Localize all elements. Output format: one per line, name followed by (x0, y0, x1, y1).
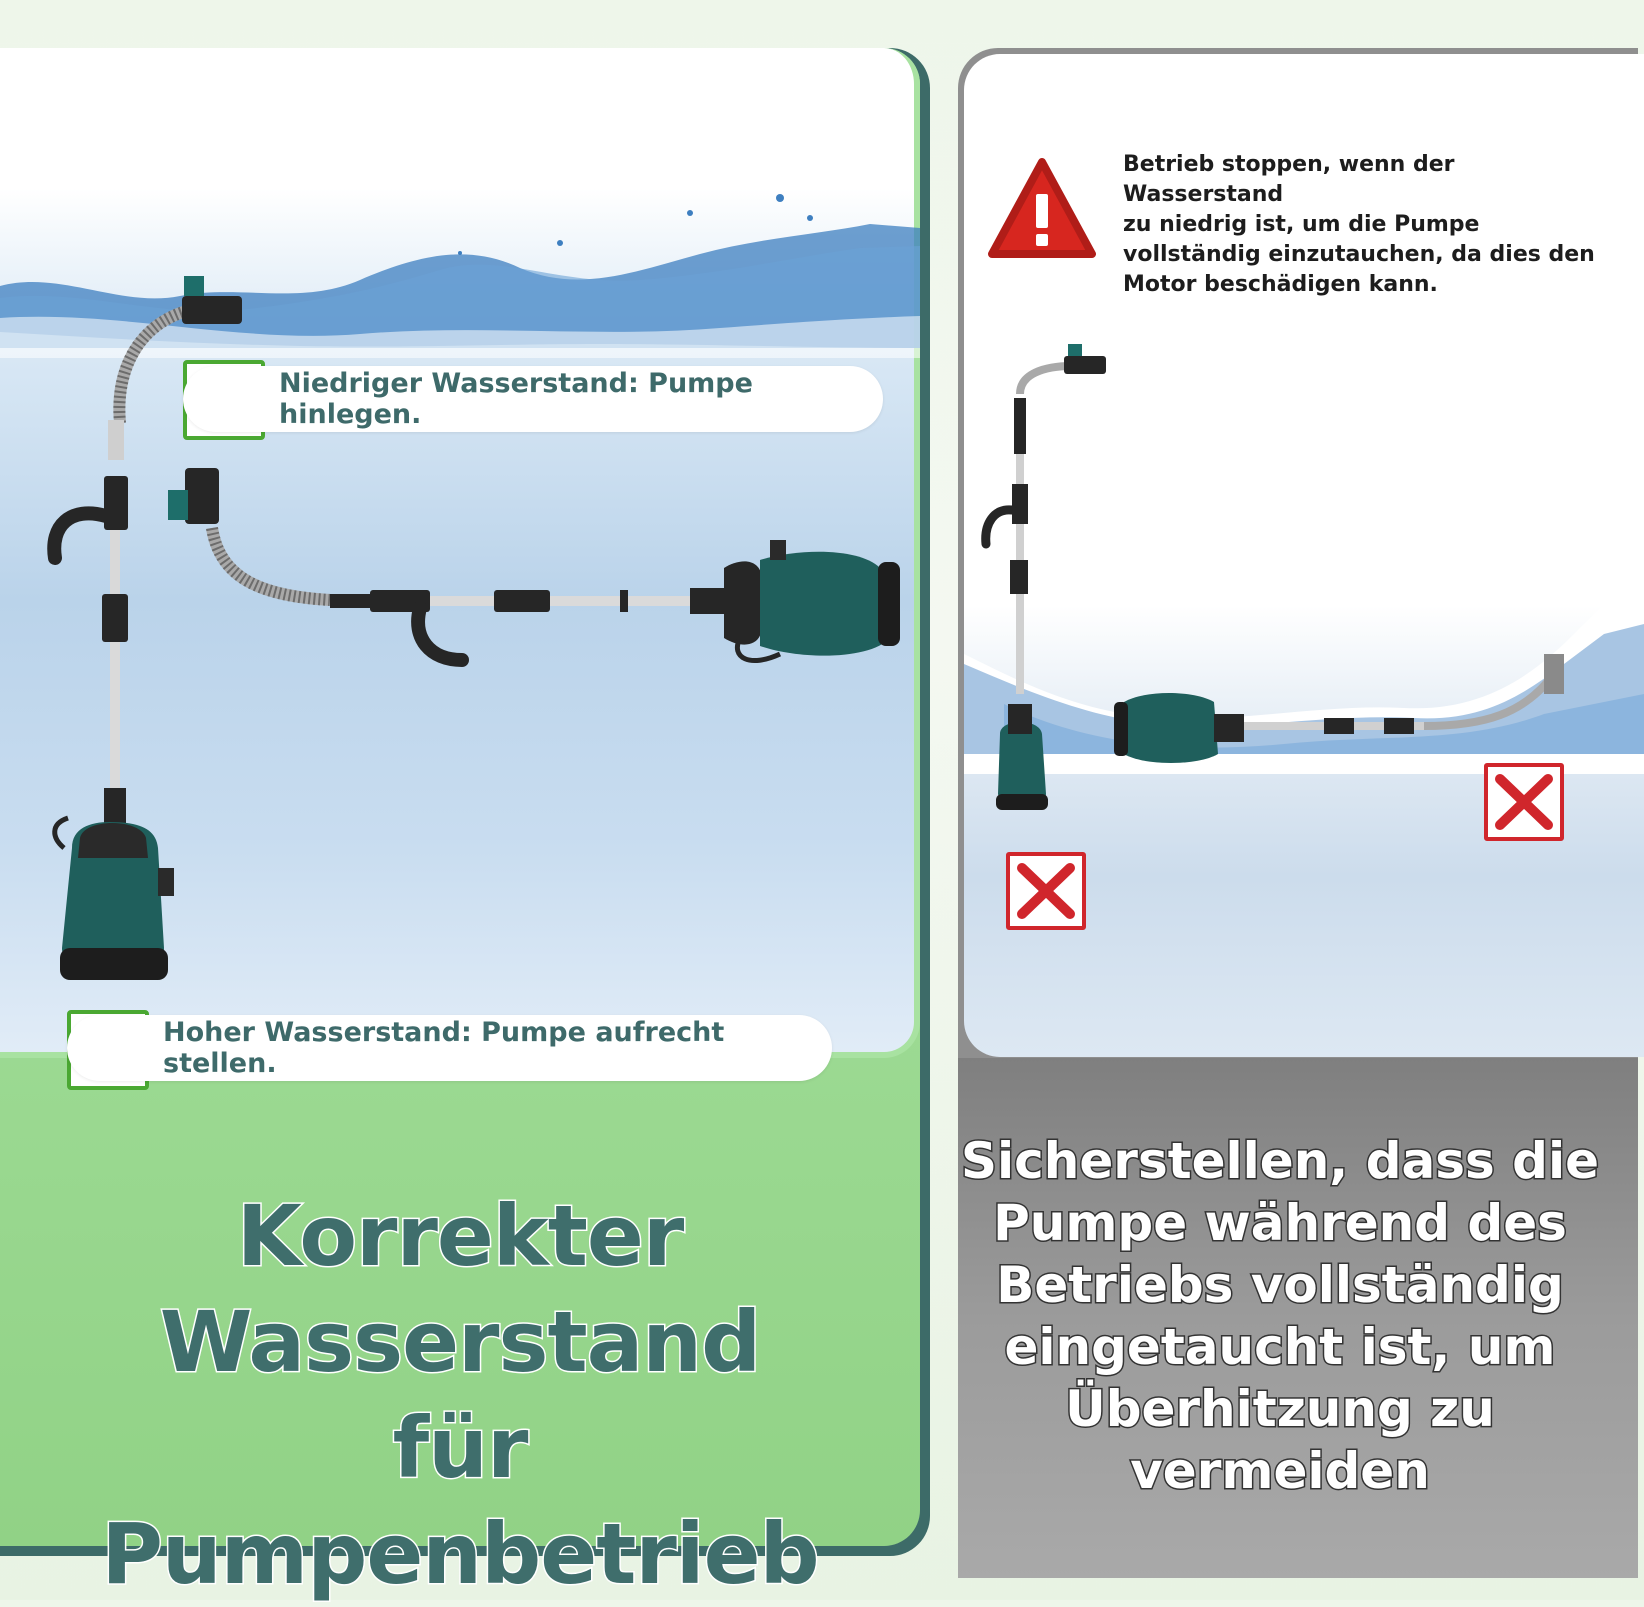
left-heading-line1: Korrekter Wasserstand (159, 1187, 761, 1391)
water-illustration (0, 48, 920, 1079)
left-panel-background (0, 48, 920, 1603)
left-panel (0, 48, 930, 1603)
water-wave-illustration (0, 48, 920, 1058)
warning-line2: zu niedrig ist, um die Pumpe (1123, 212, 1480, 237)
right-heading-line2: Pumpe während des (993, 1194, 1567, 1252)
high-water-instruction (67, 1015, 832, 1081)
x-mark-box-2 (1484, 763, 1564, 841)
right-heading (960, 1130, 1600, 1502)
right-heading-line4: eingetaucht ist, um (1004, 1318, 1556, 1376)
warning-message (1123, 150, 1603, 300)
x-mark-box-1 (1006, 852, 1086, 930)
left-heading-line2: für (392, 1399, 528, 1497)
x-mark-icon (1488, 767, 1560, 837)
right-heading-line3: Betriebs vollständig (996, 1256, 1564, 1314)
low-water-text: Niedriger Wasserstand: Pumpe hinlegen. (279, 368, 753, 430)
right-heading-line5: Überhitzung zu (1065, 1380, 1495, 1438)
x-mark-icon (1010, 856, 1082, 926)
high-water-text: Hoher Wasserstand: Pumpe aufrecht stellen. (163, 1017, 725, 1079)
warning-triangle-icon (992, 162, 1092, 254)
warning-line4: Motor beschädigen kann. (1123, 272, 1438, 297)
warning-line1: Betrieb stoppen, wenn der Wasserstand (1123, 152, 1455, 207)
right-heading-line1: Sicherstellen, dass die (960, 1132, 1599, 1190)
warning-line3: vollständig einzutauchen, da dies den (1123, 242, 1595, 267)
low-water-instruction (183, 366, 883, 432)
left-heading-line3: Pumpenbetrieb (101, 1505, 819, 1603)
left-heading (0, 1183, 920, 1607)
right-heading-line6: vermeiden (1130, 1442, 1430, 1500)
